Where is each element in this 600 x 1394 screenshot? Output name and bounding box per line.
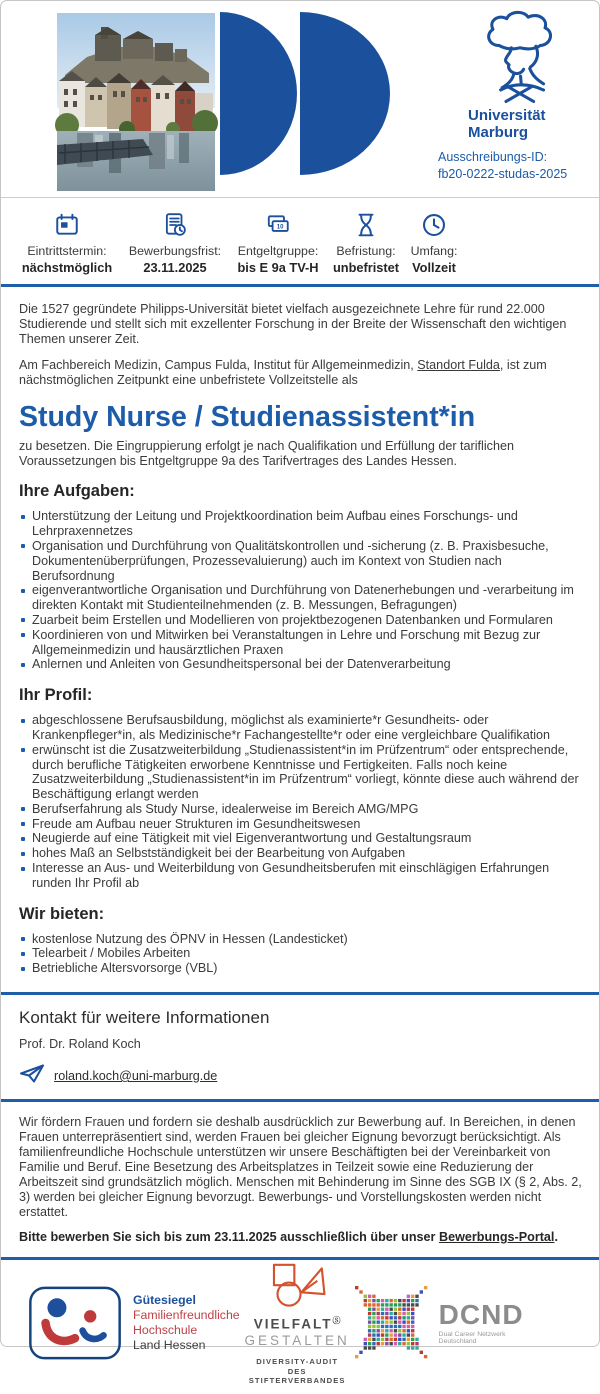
- contact-email-link[interactable]: roland.koch@uni-marburg.de: [54, 1069, 218, 1084]
- decorative-halfcircle-1: [220, 12, 297, 175]
- list-item: abgeschlossene Berufsausbildung, möglichst als examinierte*r Gesundheits- oder Krankenpfleger*in, als Medizinische*r Fachangestellte*r oder eine vergleichbare Qualifikation: [19, 713, 583, 743]
- fact-start-date: [11, 212, 123, 275]
- position-text-before: Am Fachbereich Medizin, Campus Fulda, Institut für Allgemeinmedizin,: [19, 358, 418, 373]
- guetesiegel-line3: Hochschule: [133, 1322, 198, 1337]
- list-item: Freude am Aufbau neuer Strukturen im Gesundheitswesen: [19, 817, 583, 832]
- fact-value: unbefristet: [332, 260, 400, 275]
- marburg-figure-icon: [476, 11, 562, 103]
- decorative-halfcircle-2: [300, 12, 390, 175]
- position-text-after: , ist zum nächstmöglichen Zeitpunkt eine unbefristete Vollzeitstelle als: [19, 358, 547, 388]
- guetesiegel-text: [133, 1293, 240, 1353]
- fact-value: nächstmöglich: [21, 260, 113, 275]
- guetesiegel-line4: Land Hessen: [133, 1337, 206, 1352]
- list-item: erwünscht ist die Zusatzweiterbildung „Studienassistent*in im Prüfzentrum“ oder entsprechende, durch berufliche Tätigkeiten erworbene Kenntnisse und Fertigkeiten. Falls noch keine Zusatzweiterbildung „Studienassistent*in im Prüfzentrum“ vorliegt, könnte diese auch während der Beschäftigung erlangt werden: [19, 743, 583, 802]
- key-facts-bar: [1, 198, 599, 287]
- vielfalt-word1-text: VIELFALT: [253, 1316, 333, 1332]
- guetesiegel-logo: [27, 1285, 240, 1361]
- profil-list: [19, 713, 583, 891]
- bieten-list: [19, 932, 583, 976]
- dcnd-subtitle: Dual Career Netzwerk Deutschland: [438, 1330, 506, 1345]
- grading-paragraph: zu besetzen. Die Eingruppierung erfolgt je nach Qualifikation und Erfüllung der tariflichen Voraussetzungen bis Entgeltgruppe 9a des Tarifvertrages des Landes Hessen.: [19, 438, 514, 468]
- fact-label: Befristung:: [336, 244, 396, 258]
- list-item: Zuarbeit beim Erstellen und Modellieren von projektbezogenen Datenbanken und Formularen: [19, 613, 583, 628]
- job-title: Study Nurse / Studienassistent*in: [19, 400, 476, 433]
- section-heading-profil: Ihr Profil:: [19, 686, 93, 705]
- fact-value: Vollzeit: [412, 260, 456, 275]
- vielfalt-line3: DIVERSITY-AUDIT: [256, 1357, 339, 1367]
- header: [1, 1, 599, 198]
- dcnd-mosaic: [355, 1286, 427, 1358]
- equal-opportunity-text: Wir fördern Frauen und fordern sie deshalb ausdrücklich zur Bewerbung auf. In Bereichen, in denen Frauen unterrepräsentiert sind, werden Frauen bei gleicher Eignung bevorzugt berücksichtigt. Als familienfreundliche Hochschule unterstützen wir unsere Beschäftigten bei der Vereinbarkeit von Familie und Beruf. Eine Besetzung des Arbeitsplatzes in Teilzeit sowie eine Reduzierung der Arbeitszeit sind grundsätzlich möglich. Menschen mit Behinderung im Sinne des SGB IX (§ 2, Abs. 2, 3) werden bei gleicher Eignung bevorzugt. Bewerbungs- und Vorstellungskosten werden nicht erstattet.: [19, 1115, 582, 1220]
- university-logo: [456, 11, 581, 142]
- marburg-city-illustration: [57, 13, 215, 191]
- fact-label: Eintrittstermin:: [27, 244, 107, 258]
- application-note-before: Bitte bewerben Sie sich bis zum 23.11.2025 ausschließlich über unser: [19, 1230, 439, 1245]
- list-item: Interesse an Aus- und Weiterbildung von Gesundheitsberufen mit einschlägigen Erfahrungen runden Ihr Profil ab: [19, 861, 583, 891]
- list-item: Anlernen und Anleiten von Gesundheitspersonal bei der Datenverarbeitung: [19, 657, 583, 672]
- vielfalt-word1: [240, 1316, 355, 1333]
- fact-label: Bewerbungsfrist:: [128, 244, 222, 258]
- list-item: Unterstützung der Leitung und Projektkoordination beim Aufbau eines Forschungs- und Lehrpraxennetzes: [19, 509, 583, 539]
- section-heading-aufgaben: Ihre Aufgaben:: [19, 482, 135, 501]
- application-note: [19, 1230, 583, 1245]
- fact-label: Entgeltgruppe:: [237, 244, 319, 258]
- fact-label: Umfang:: [410, 244, 458, 258]
- equal-opportunity-section: [1, 1102, 599, 1260]
- application-portal-link[interactable]: Bewerbungs-Portal: [438, 1230, 555, 1245]
- document-deadline-icon: [117, 212, 233, 240]
- aufgaben-list: [19, 509, 583, 672]
- university-name: [456, 107, 581, 142]
- fact-pay-grade: [225, 212, 331, 275]
- list-item: kostenlose Nutzung des ÖPNV in Hessen (Landesticket): [19, 932, 583, 947]
- dcnd-text: [438, 1298, 539, 1345]
- university-name-line2: Marburg: [468, 124, 528, 142]
- position-paragraph: [19, 358, 583, 388]
- dcnd-name: DCND: [438, 1298, 524, 1330]
- contact-heading: Kontakt für weitere Informationen: [19, 1008, 270, 1028]
- vielfalt-registered-mark: Ⓢ: [332, 1316, 341, 1326]
- vielfalt-word2: GESTALTEN: [244, 1333, 350, 1349]
- application-note-after: .: [554, 1230, 558, 1245]
- calendar-icon: [11, 212, 123, 240]
- posting-id: [438, 149, 567, 182]
- list-item: Telearbeit / Mobiles Arbeiten: [19, 946, 583, 961]
- vielfalt-gestalten-logo: [240, 1260, 355, 1386]
- guetesiegel-line1: Gütesiegel: [133, 1292, 196, 1307]
- guetesiegel-line2: Familienfreundliche: [133, 1307, 240, 1322]
- banknote-value-text: 10: [276, 224, 284, 231]
- clock-icon: [395, 212, 473, 240]
- list-item: Berufserfahrung als Study Nurse, idealerweise im Bereich AMG/MPG: [19, 802, 583, 817]
- dcnd-logo: [355, 1283, 539, 1363]
- fact-value: bis E 9a TV-H: [237, 260, 319, 275]
- vielfalt-line4: DES STIFTERVERBANDES: [248, 1366, 346, 1386]
- list-item: Koordinieren von und Mitwirken bei Veranstaltungen in Lehre und Forschung mit Bezug zur Allgemeinmedizin und hausärztlichen Praxen: [19, 628, 583, 658]
- footer-logos: [1, 1260, 599, 1394]
- main-content: [1, 287, 599, 995]
- contact-person: Prof. Dr. Roland Koch: [19, 1037, 141, 1052]
- list-item: hohes Maß an Selbstständigkeit bei der Bearbeitung von Aufgaben: [19, 846, 583, 861]
- marburg-city-photo: [57, 13, 215, 191]
- contact-section: [1, 995, 599, 1102]
- banknotes-icon: [225, 212, 331, 240]
- university-name-line1: Universität: [468, 107, 546, 124]
- posting-id-label: Ausschreibungs-ID:: [438, 150, 548, 164]
- fact-scope: [395, 212, 473, 275]
- list-item: eigenverantwortliche Organisation und Durchführung von Datenerhebungen und -verarbeitung im direkten Kontakt mit Studienteilnehmenden (z. B. Messungen, Befragungen): [19, 583, 583, 613]
- intro-paragraph: Die 1527 gegründete Philipps-Universität bietet vielfach ausgezeichnete Lehre für rund 22.000 Studierende und stellt sich mit exzellenter Forschung in der Breite der Wissenschaft den wichtigen Themen unserer Zeit.: [19, 302, 567, 346]
- standort-fulda-link[interactable]: Standort Fulda: [417, 358, 500, 373]
- family-friendly-seal-icon: [27, 1285, 123, 1361]
- fact-value: 23.11.2025: [143, 260, 207, 275]
- section-heading-bieten: Wir bieten:: [19, 904, 105, 923]
- fact-deadline: [117, 212, 233, 275]
- posting-id-value: fb20-0222-studas-2025: [438, 166, 568, 181]
- contact-email-row: [19, 1063, 583, 1089]
- diversity-audit-shapes-icon: [266, 1260, 328, 1314]
- dcnd-mosaic-icon: [355, 1283, 429, 1363]
- list-item: Organisation und Durchführung von Qualitätskontrollen und -sicherung (z. B. Praxisbesuche, Dokumentenüberprüfungen, Prozessevaluierung) auch im Kontext von Studien nach Berufsordnung: [19, 539, 583, 583]
- list-item: Betriebliche Altersvorsorge (VBL): [19, 961, 583, 976]
- list-item: Neugierde auf eine Tätigkeit mit viel Eigenverantwortung und Gestaltungsraum: [19, 831, 583, 846]
- paper-plane-icon: [19, 1063, 45, 1089]
